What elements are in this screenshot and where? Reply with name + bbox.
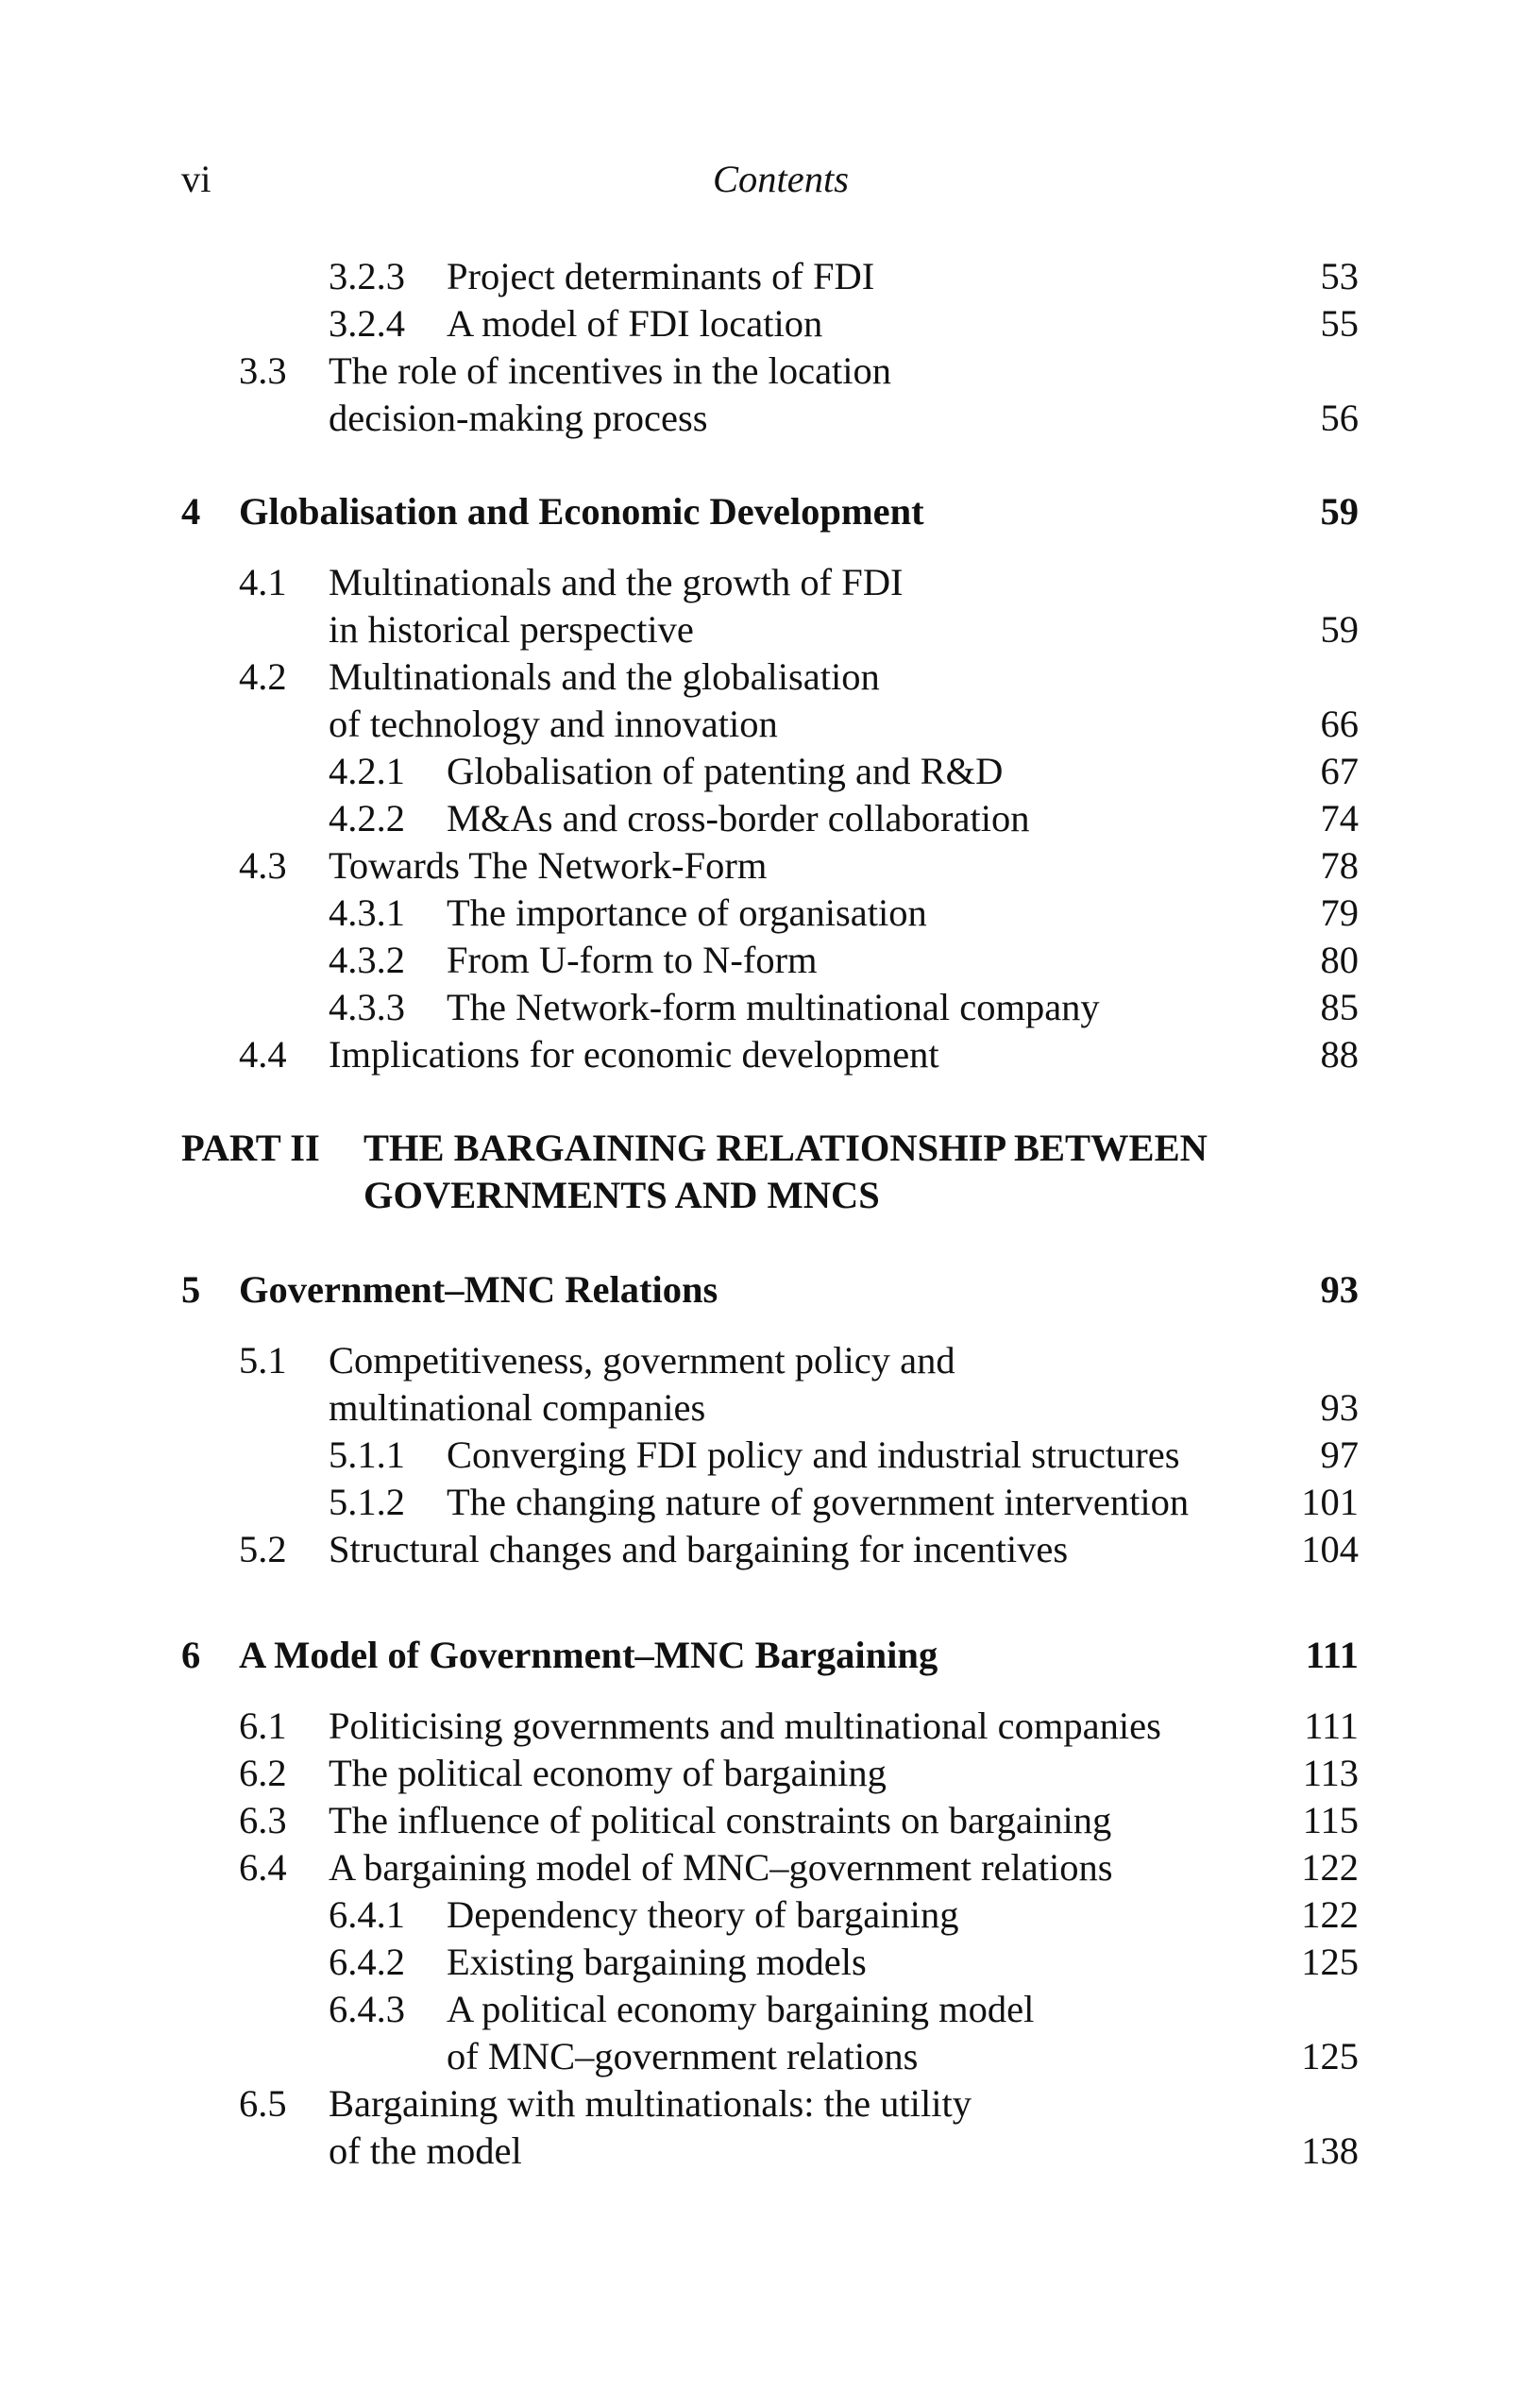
entry-title-line-1: Bargaining with multinationals: the utility: [329, 2082, 972, 2125]
entry-title: Globalisation of patenting and R&D: [447, 750, 1004, 792]
entry-number: 3.2.3: [329, 255, 405, 297]
entry-page: 88: [1320, 1033, 1359, 1076]
entry-title-line-1: A political economy bargaining model: [447, 1988, 1035, 2030]
part-title-line-2: GOVERNMENTS AND MNCS: [363, 1174, 880, 1216]
entry-title-line-1: Multinationals and the globalisation: [329, 655, 880, 698]
entry-title: Politicising governments and multinational companies: [329, 1704, 1161, 1747]
entry-number: 3.2.4: [329, 302, 405, 345]
entry-number: 4.2: [239, 655, 287, 698]
chapter-page: 59: [1320, 490, 1359, 533]
entry-title-line-1: Multinationals and the growth of FDI: [329, 561, 904, 603]
entry-page: 125: [1301, 2035, 1359, 2077]
entry-title: Existing bargaining models: [447, 1941, 867, 1983]
entry-number: 6.4.1: [329, 1893, 405, 1936]
entry-number: 4.3.1: [329, 891, 405, 934]
entry-page: 93: [1320, 1386, 1359, 1429]
entry-title: A model of FDI location: [447, 302, 823, 345]
entry-title: M&As and cross-border collaboration: [447, 797, 1030, 839]
entry-number: 6.4.3: [329, 1988, 405, 2030]
entry-page: 122: [1301, 1893, 1359, 1936]
chapter-title: Government–MNC Relations: [239, 1268, 718, 1311]
chapter-page: 111: [1305, 1634, 1359, 1676]
entry-page: 115: [1302, 1799, 1359, 1841]
entry-title: The political economy of bargaining: [329, 1752, 887, 1794]
entry-page: 85: [1320, 986, 1359, 1028]
entry-number: 4.3: [239, 844, 287, 887]
entry-number: 3.3: [239, 349, 287, 392]
entry-title-line-1: The role of incentives in the location: [329, 349, 892, 392]
entry-page: 138: [1301, 2129, 1359, 2172]
entry-title: The changing nature of government intervention: [447, 1481, 1190, 1523]
entry-number: 4.2.1: [329, 750, 405, 792]
entry-number: 5.1.2: [329, 1481, 405, 1523]
entry-page: 79: [1320, 891, 1359, 934]
entry-page: 67: [1320, 750, 1359, 792]
entry-page: 53: [1320, 255, 1359, 297]
entry-page: 80: [1320, 939, 1359, 981]
entry-page: 125: [1301, 1941, 1359, 1983]
entry-number: 6.3: [239, 1799, 287, 1841]
entry-title: Project determinants of FDI: [447, 255, 875, 297]
part-label: PART II: [181, 1127, 320, 1169]
entry-page: 101: [1301, 1481, 1359, 1523]
entry-title: Towards The Network-Form: [329, 844, 768, 887]
entry-number: 4.3.3: [329, 986, 405, 1028]
entry-number: 5.1.1: [329, 1433, 405, 1476]
entry-title: Converging FDI policy and industrial structures: [447, 1433, 1180, 1476]
entry-number: 6.1: [239, 1704, 287, 1747]
entry-page: 78: [1320, 844, 1359, 887]
entry-page: 74: [1320, 797, 1359, 839]
entry-page: 56: [1320, 397, 1359, 439]
entry-number: 5.1: [239, 1339, 287, 1382]
running-title: Contents: [713, 158, 850, 200]
entry-page: 59: [1320, 608, 1359, 651]
entry-page: 122: [1301, 1846, 1359, 1889]
entry-number: 4.1: [239, 561, 287, 603]
entry-number: 4.4: [239, 1033, 287, 1076]
entry-title-line-2: multinational companies: [329, 1386, 706, 1429]
part-title-line-1: THE BARGAINING RELATIONSHIP BETWEEN: [363, 1127, 1208, 1169]
entry-title-line-2: of MNC–government relations: [447, 2035, 919, 2077]
entry-number: 4.2.2: [329, 797, 405, 839]
page-number: vi: [181, 158, 211, 200]
entry-title: Implications for economic development: [329, 1033, 939, 1076]
chapter-title: A Model of Government–MNC Bargaining: [239, 1634, 938, 1676]
entry-number: 6.5: [239, 2082, 287, 2125]
entry-number: 6.2: [239, 1752, 287, 1794]
entry-title-line-2: decision-making process: [329, 397, 708, 439]
entry-page: 111: [1304, 1704, 1359, 1747]
entry-page: 104: [1301, 1528, 1359, 1570]
chapter-number: 5: [181, 1268, 201, 1311]
entry-page: 55: [1320, 302, 1359, 345]
entry-title: Structural changes and bargaining for incentives: [329, 1528, 1069, 1570]
entry-number: 6.4.2: [329, 1941, 405, 1983]
entry-title-line-2: in historical perspective: [329, 608, 694, 651]
entry-title-line-2: of technology and innovation: [329, 703, 778, 745]
entry-title: The importance of organisation: [447, 891, 927, 934]
entry-title: Dependency theory of bargaining: [447, 1893, 959, 1936]
entry-page: 97: [1320, 1433, 1359, 1476]
entry-title-line-2: of the model: [329, 2129, 522, 2172]
entry-title-line-1: Competitiveness, government policy and: [329, 1339, 955, 1382]
entry-number: 6.4: [239, 1846, 287, 1889]
chapter-number: 6: [181, 1634, 201, 1676]
entry-page: 113: [1302, 1752, 1359, 1794]
chapter-page: 93: [1320, 1268, 1359, 1311]
chapter-title: Globalisation and Economic Development: [239, 490, 924, 533]
entry-number: 5.2: [239, 1528, 287, 1570]
entry-title: A bargaining model of MNC–government relations: [329, 1846, 1113, 1889]
entry-title: The Network-form multinational company: [447, 986, 1100, 1028]
chapter-number: 4: [181, 490, 201, 533]
entry-number: 4.3.2: [329, 939, 405, 981]
entry-page: 66: [1320, 703, 1359, 745]
entry-title: From U-form to N-form: [447, 939, 818, 981]
entry-title: The influence of political constraints on bargaining: [329, 1799, 1112, 1841]
